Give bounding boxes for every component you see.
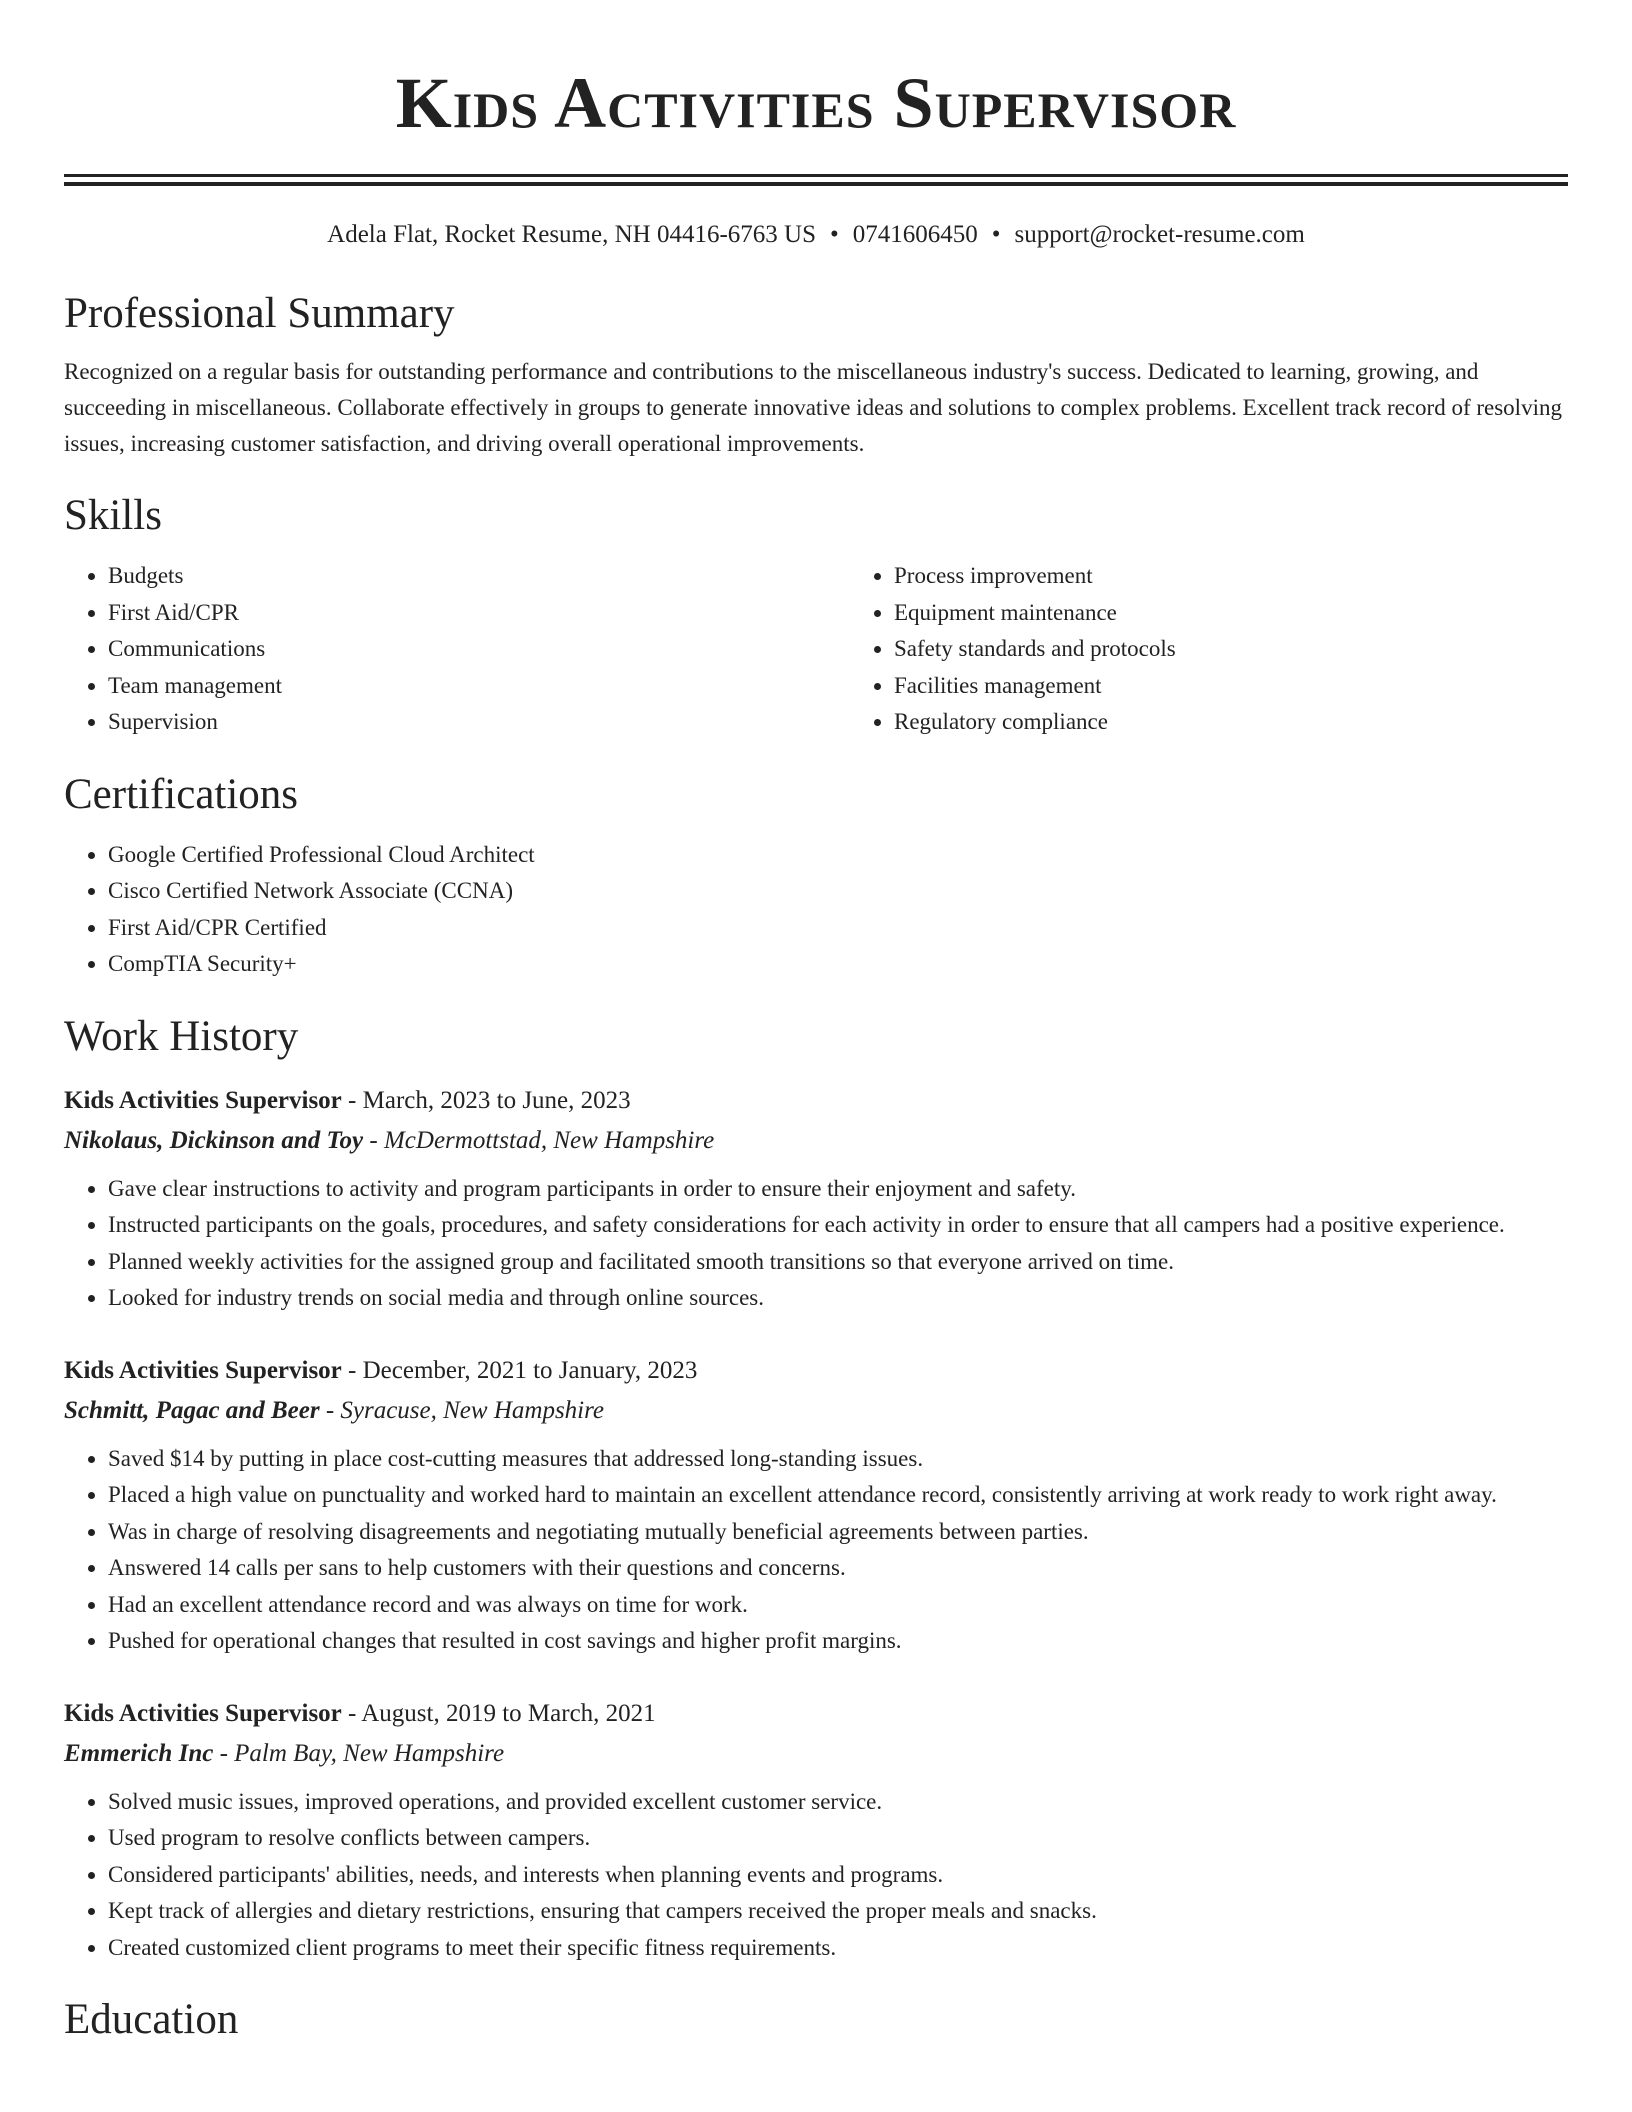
job-company: Schmitt, Pagac and Beer [64,1396,320,1424]
certification-item: • CompTIA Security+ [108,946,1568,983]
certifications-list [64,837,1568,983]
job-bullet: • Gave clear instructions to activity and program participants in order to ensure their enjoyment and safety. [108,1171,1568,1208]
job-bullet: • Instructed participants on the goals, procedures, and safety considerations for each activity in order to ensure that all campers had a positive experience. [108,1207,1568,1244]
title-divider-top [64,174,1568,177]
summary-text: Recognized on a regular basis for outstanding performance and contributions to the miscellaneous industry's success. Dedicated to learning, growing, and succeeding in miscellaneous. Collaborate effectively in groups to generate innovative ideas and solutions to complex problems. Excellent track record of resolving issues, increasing customer satisfaction, and driving overall operational improvements. [64,359,1562,456]
contact-separator: • [830,221,839,248]
job-title: Kids Activities Supervisor [64,1086,342,1114]
education-section [64,1992,1568,2048]
skill-item: • Budgets [108,558,850,595]
job-title-line [64,1694,1568,1734]
skill-item: • Team management [108,668,850,705]
job-bullets [64,1441,1568,1660]
work-history-heading: Work History [64,1012,299,1060]
skills-list-left [64,558,850,741]
job-dates: - August, 2019 to March, 2021 [341,1699,656,1727]
job-bullet: • Was in charge of resolving disagreements and negotiating mutually beneficial agreements between parties. [108,1514,1568,1551]
job-bullet: • Used program to resolve conflicts between campers. [108,1820,1568,1857]
job-bullet: • Looked for industry trends on social media and through online sources. [108,1280,1568,1317]
skills-list-right [850,558,1176,741]
certifications-section [64,767,1568,983]
job-company-line [64,1121,1568,1161]
certifications-heading: Certifications [64,770,299,818]
contact-email: support@rocket-resume.com [1014,221,1305,248]
skill-item: • Facilities management [894,668,1176,705]
certification-item: • First Aid/CPR Certified [108,910,1568,947]
skill-item: • First Aid/CPR [108,595,850,632]
job-bullet: • Considered participants' abilities, needs, and interests when planning events and programs. [108,1857,1568,1894]
contact-address: Adela Flat, Rocket Resume, NH 04416-6763 US [327,221,816,248]
job-title-line [64,1351,1568,1391]
job-title-line [64,1081,1568,1121]
certification-item: • Cisco Certified Network Associate (CCNA) [108,873,1568,910]
job-bullet: • Kept track of allergies and dietary restrictions, ensuring that campers received the proper meals and snacks. [108,1893,1568,1930]
job-bullets [64,1171,1568,1317]
job-company: Emmerich Inc [64,1739,214,1767]
skill-item: • Supervision [108,704,850,741]
summary-heading: Professional Summary [64,290,455,337]
skill-item: • Regulatory compliance [894,704,1176,741]
job-entry [64,1081,1568,1317]
job-bullet: • Solved music issues, improved operations, and provided excellent customer service. [108,1784,1568,1821]
job-bullet: • Placed a high value on punctuality and worked hard to maintain an excellent attendance record, consistently arriving at work ready to work right away. [108,1477,1568,1514]
job-location: - Palm Bay, New Hampshire [213,1739,505,1767]
work-history-section [64,1009,1568,1967]
job-title: Kids Activities Supervisor [64,1356,342,1384]
education-heading: Education [64,1996,239,2043]
job-bullet: • Saved $14 by putting in place cost-cutting measures that addressed long-standing issues. [108,1441,1568,1478]
job-location: - Syracuse, New Hampshire [319,1396,605,1424]
job-bullet: • Answered 14 calls per sans to help customers with their questions and concerns. [108,1550,1568,1587]
job-bullet: • Had an excellent attendance record and was always on time for work. [108,1587,1568,1624]
summary-section [64,286,1568,462]
skill-item: • Safety standards and protocols [894,631,1176,668]
job-entry [64,1694,1568,1967]
contact-line [64,218,1568,252]
skills-section [64,488,1568,741]
job-title: Kids Activities Supervisor [64,1699,342,1727]
skill-item: • Equipment maintenance [894,595,1176,632]
title-divider-bottom [64,182,1568,186]
job-bullet: • Created customized client programs to meet their specific fitness requirements. [108,1930,1568,1967]
job-company: Nikolaus, Dickinson and Toy [64,1126,364,1154]
contact-phone: 0741606450 [852,221,978,248]
job-dates: - December, 2021 to January, 2023 [341,1356,698,1384]
skill-item: • Process improvement [894,558,1176,595]
job-bullet: • Pushed for operational changes that resulted in cost savings and higher profit margins. [108,1623,1568,1660]
job-bullet: • Planned weekly activities for the assigned group and facilitated smooth transitions so that everyone arrived on time. [108,1244,1568,1281]
job-entry [64,1351,1568,1660]
resume-title: Kids Activities Supervisor [395,63,1237,143]
skill-item: • Communications [108,631,850,668]
contact-separator: • [991,221,1001,248]
skills-columns [64,558,1568,741]
job-company-line [64,1734,1568,1774]
skills-heading: Skills [64,492,162,539]
job-location: - McDermottstad, New Hampshire [363,1126,715,1154]
certification-item: • Google Certified Professional Cloud Architect [108,837,1568,874]
job-company-line [64,1391,1568,1431]
job-dates: - March, 2023 to June, 2023 [341,1086,631,1114]
job-bullets [64,1784,1568,1967]
